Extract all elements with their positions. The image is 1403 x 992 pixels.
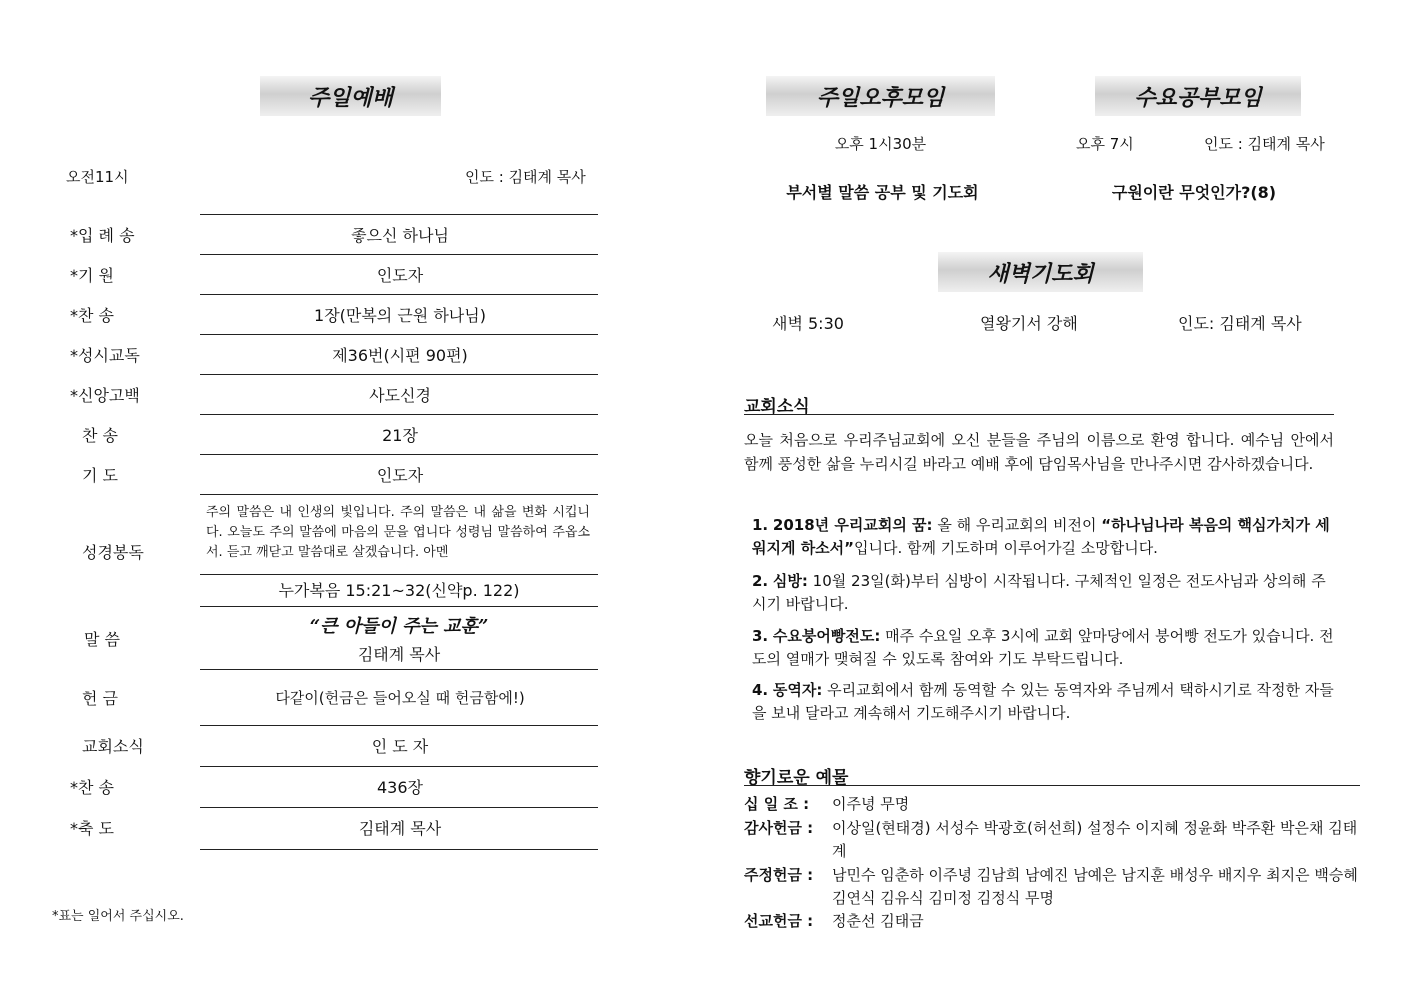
order-value: 436장: [377, 777, 423, 797]
order-value: 인도자: [376, 465, 424, 485]
news-item-highlight: “하나님나라 복음의 핵심가치가 세워지게 하소서”: [752, 516, 1330, 557]
order-value: 사도신경: [369, 385, 431, 405]
order-value: 제36번(시편 90편): [332, 345, 468, 365]
footnote: *표는 일어서 주십시오.: [52, 909, 184, 924]
order-row: [60, 807, 600, 847]
sermon-title: “큰 아들이 주는 교훈”: [309, 616, 489, 637]
news-item-head: 2018년 우리교회의 꿈:: [772, 516, 933, 534]
offering-value: 다같이(헌금은 들어오실 때 헌금함에!): [275, 688, 525, 707]
divider: [200, 494, 598, 495]
sunday-time: 오전11시: [66, 168, 129, 186]
offering-label: 헌 금: [82, 688, 118, 708]
offering-list-row: [744, 864, 1364, 910]
news-item-head: 심방:: [772, 572, 808, 590]
order-row: [60, 725, 600, 765]
order-value: 1장(만복의 근원 하나님): [314, 305, 486, 325]
offering-kind: 선교헌금 :: [744, 912, 814, 930]
news-item-body: 10월 23일(화)부터 심방이 시작됩니다. 구체적인 일정은 전도사님과 상의해 주시기 바랍니다.: [752, 572, 1326, 613]
order-value: 인도자: [376, 265, 424, 285]
offering-names: 정춘선 김태금: [832, 912, 924, 930]
order-label: *신앙고백: [70, 385, 140, 405]
news-item-num: 1.: [752, 516, 769, 534]
news-item: [752, 514, 1334, 560]
news-item-body: 올 해 우리교회의 비전이: [932, 516, 1102, 534]
order-row: [60, 294, 600, 334]
sunday-service-title: 주일예배: [260, 76, 441, 116]
offering-names: 이주녕 무명: [832, 795, 910, 813]
order-row: [60, 374, 600, 414]
offering-list-row: [744, 793, 1364, 816]
news-item-tail: 입니다. 함께 기도하며 이루어가길 소망합니다.: [854, 539, 1158, 557]
news-item-body: 매주 수요일 오후 3시에 교회 앞마당에서 붕어빵 전도가 있습니다. 전도의 열매가 맺혀질 수 있도록 참여와 기도 부탁드립니다.: [752, 627, 1334, 668]
order-label: 교회소식: [82, 736, 144, 756]
news-intro: 오늘 처음으로 우리주님교회에 오신 분들을 주님의 이름으로 환영 합니다. 예수님 안에서 함께 풍성한 삶을 누리시길 바라고 예배 후에 담임목사님을 만나주시면 감사하겠습니다.: [744, 431, 1334, 473]
reading-label: 성경봉독: [82, 543, 144, 562]
offering-names: 이상일(현태경) 서성수 박광호(허선희) 설정수 이지혜 정윤화 박주환 박은채 김태계: [832, 819, 1358, 860]
offering-kind: 감사헌금 :: [744, 819, 814, 837]
order-label: *축 도: [70, 818, 114, 838]
news-item-body: 우리교회에서 함께 동역할 수 있는 동역자와 주님께서 택하시기로 작정한 자들을 보내 달라고 계속해서 기도해주시기 바랍니다.: [752, 681, 1334, 722]
sunday-leader: 인도 : 김태계 목사: [465, 168, 586, 186]
order-label: *찬 송: [70, 777, 114, 797]
offering-names: 남민수 임춘하 이주녕 김남희 남예진 남예은 남지훈 배성우 배지우 최지은 백승혜 김연식 김유식 김미정 김정식 무명: [832, 866, 1358, 907]
divider: [200, 849, 598, 850]
divider: [744, 414, 1334, 415]
order-row: [60, 214, 600, 254]
order-row: [60, 334, 600, 374]
order-label: 찬 송: [82, 425, 118, 445]
afternoon-title: 주일오후모임: [766, 76, 995, 116]
offerings-heading: 향기로운 예물: [744, 768, 849, 788]
order-label: 기 도: [82, 465, 118, 485]
order-value: 21장: [382, 425, 418, 445]
wednesday-title: 수요공부모임: [1095, 76, 1301, 116]
offering-list-row: [744, 910, 1364, 933]
dawn-leader: 인도: 김태계 목사: [1178, 314, 1302, 333]
reading-passage: 누가복음 15:21~32(신약p. 122): [278, 581, 520, 600]
news-item: [752, 570, 1334, 616]
wednesday-topic: 구원이란 무엇인가?(8): [1111, 183, 1277, 202]
wednesday-time: 오후 7시: [1076, 135, 1134, 153]
order-label: *입 례 송: [70, 225, 135, 245]
order-row: [60, 766, 600, 806]
news-item-num: 4.: [752, 681, 769, 699]
news-item: [752, 625, 1334, 671]
divider: [200, 574, 598, 575]
offering-kind: 주정헌금 :: [744, 866, 814, 884]
offering-row: [60, 669, 600, 725]
news-item-num: 3.: [752, 627, 769, 645]
sermon-label: 말 씀: [84, 630, 120, 649]
wednesday-leader: 인도 : 김태계 목사: [1204, 135, 1325, 153]
dawn-time: 새벽 5:30: [772, 314, 844, 333]
order-row: [60, 254, 600, 294]
order-label: *기 원: [70, 265, 114, 285]
offering-list-row: [744, 817, 1364, 863]
afternoon-topic: 부서별 말씀 공부 및 기도회: [786, 183, 979, 202]
divider: [744, 785, 1360, 786]
order-value: 김태계 목사: [358, 818, 442, 838]
news-item-head: 수요붕어빵전도:: [772, 627, 881, 645]
order-row: [60, 454, 600, 494]
order-label: *찬 송: [70, 305, 114, 325]
news-item-num: 2.: [752, 572, 769, 590]
afternoon-time: 오후 1시30분: [834, 135, 927, 153]
offering-kind: 십 일 조 :: [744, 795, 810, 813]
order-value: 인 도 자: [371, 736, 429, 756]
sermon-preacher: 김태계 목사: [357, 645, 441, 664]
divider: [200, 606, 598, 607]
dawn-title: 새벽기도회: [938, 252, 1143, 292]
reading-prayer: 주의 말씀은 내 인생의 빛입니다. 주의 말씀은 내 삶을 변화 시킵니다. 오늘도 주의 말씀에 마음의 문을 엽니다 성령님 말씀하여 주옵소서. 듣고 깨닫고 말씀대로 살겠습니다. 아멘: [206, 505, 590, 560]
order-label: *성시교독: [70, 345, 140, 365]
news-item-head: 동역자:: [772, 681, 823, 699]
order-row: [60, 414, 600, 454]
news-item: [752, 679, 1334, 725]
dawn-text: 열왕기서 강해: [980, 314, 1078, 333]
news-heading: 교회소식: [744, 397, 810, 417]
order-value: 좋으신 하나님: [351, 225, 449, 245]
